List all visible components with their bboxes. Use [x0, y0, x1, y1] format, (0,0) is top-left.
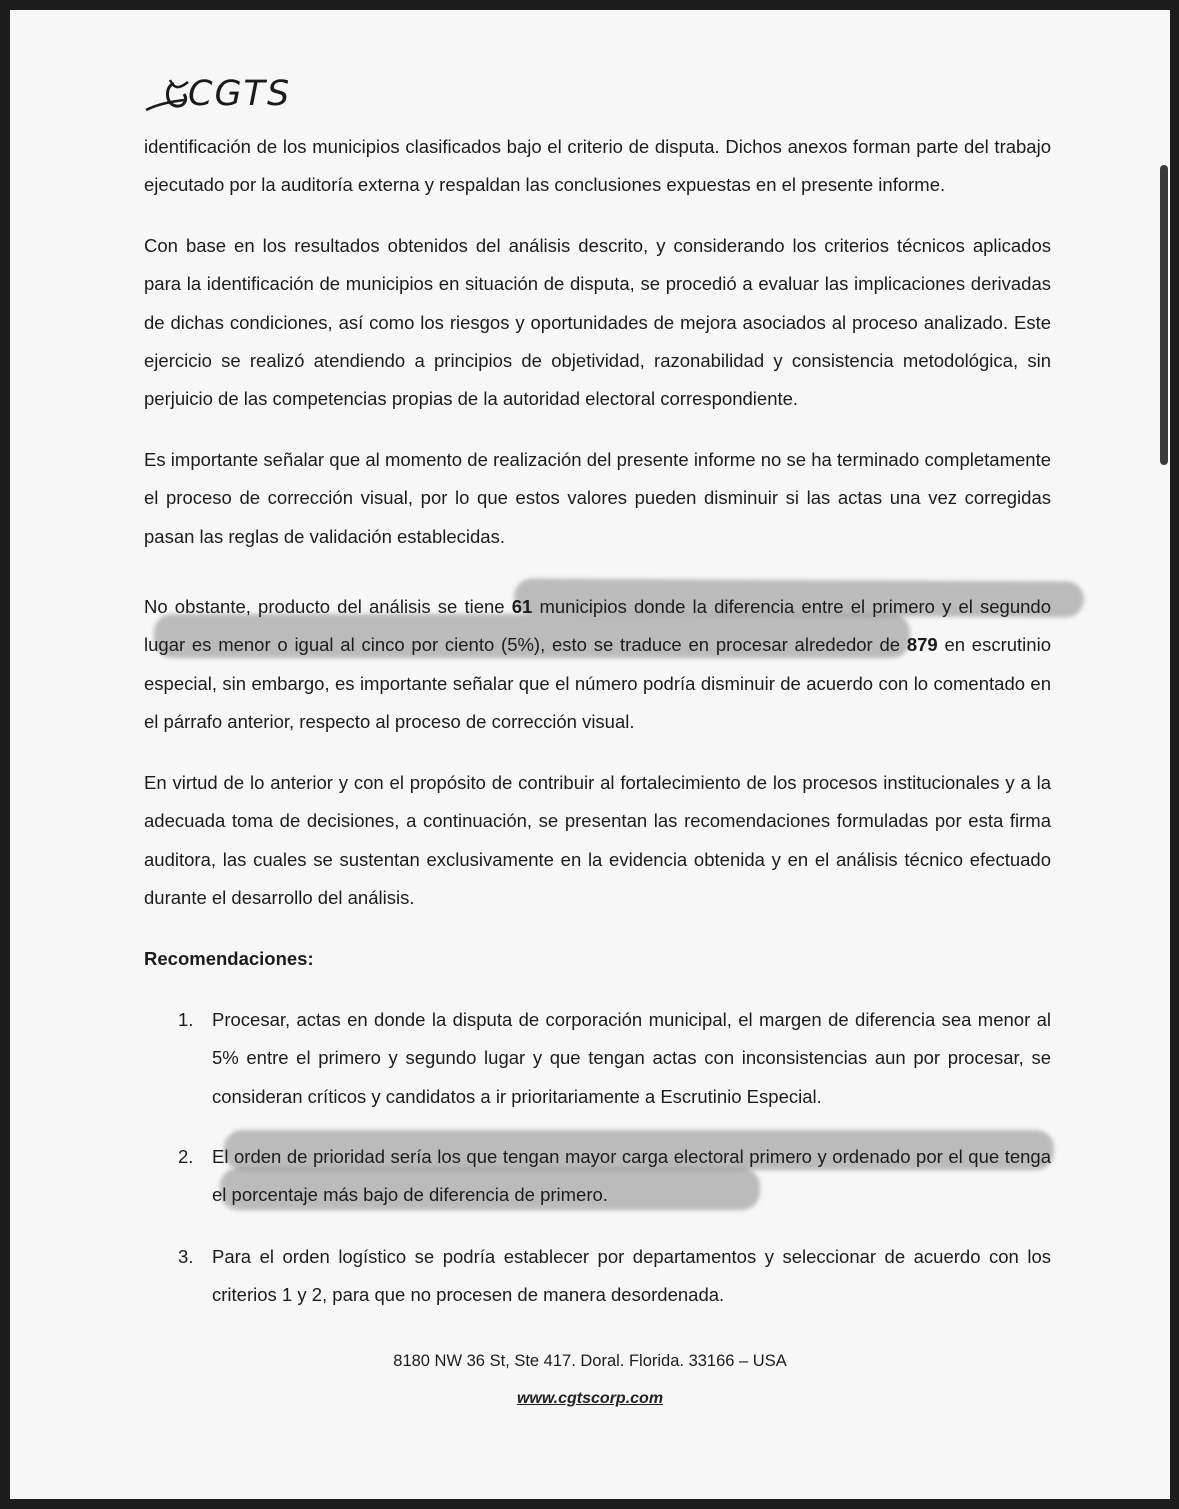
paragraph-purpose: En virtud de lo anterior y con el propósito de contribuir al fortalecimiento de los procesos institucionales y a la adecuada toma de decisiones, a continuación, se presentan las recomendaciones formuladas por esta firma auditora, las cuales se sustentan exclusivamente en la evidencia obtenida y en el análisis técnico efectuado durante el desarrollo del análisis. — [144, 772, 1051, 908]
acts-count: 879 — [906, 634, 938, 656]
recommendations-heading: Recomendaciones: — [144, 948, 314, 969]
paragraph-analysis-basis: Con base en los resultados obtenidos del análisis descrito, y considerando los criterios técnicos aplicados para la identificación de municipios en situación de disputa, se procedió a evaluar las implicaciones derivadas de dichas condiciones, así como los riesgos y oportunidades de mejora asociados al proceso analizado. Este ejercicio se realizó atendiendo a principios de objetividad, razonabilidad y consistencia metodológica, sin perjuicio de las competencias propias de la autoridad electoral correspondiente. — [144, 235, 1051, 410]
footer-website-link[interactable]: www.cgtscorp.com — [516, 1390, 664, 1407]
company-logo — [144, 70, 344, 122]
paragraph-annexes: identificación de los municipios clasificados bajo el criterio de disputa. Dichos anexos forman parte del trabajo ejecutado por la auditoría externa y respaldan las conclusiones expuestas en el presente informe. — [144, 136, 1051, 196]
footer-address: 8180 NW 36 St, Ste 417. Doral. Florida. 33166 – USA — [393, 1352, 787, 1370]
paragraph-visual-correction: Es importante señalar que al momento de realización del presente informe no se ha terminado completamente el proceso de corrección visual, por lo que estos valores pueden disminuir si las actas una vez corregidas pasan las reglas de validación establecidas. — [144, 449, 1051, 547]
document-page: CGTS identificación de los municipios clasificados bajo el criterio de disputa. Dichos anexos forman parte del trabajo ejecutado por la auditoría externa y respaldan las conclusiones expuestas en el presente informe. Con base en los resultados obtenidos del análisis descrito, y considerando los criterios técnicos aplicados para la identificación de municipios en situación de disputa, se procedió a evaluar las implicaciones derivadas de dichas condiciones, así como los riesgos y oportunidades de mejora asociados al proceso analizado. Este ejercicio se realizó atendiendo a principios de objetividad, razonabilidad y consistencia metodológica, sin perjuicio de las competencias propias de la autoridad electoral correspondiente. Es importante señalar que al momento de realización del presente informe no se ha terminado completamente el proceso de corrección visual, por lo que estos valores pueden disminuir si las actas una vez corregidas pasan las reglas de validación establecidas. No obstante, producto del análisis se tiene 61 municipios donde la diferencia entre el primero y el segundo lugar es menor o igual al cinco por ciento (5%), esto se traduce en procesar alrededor de 879 en escrutinio especial, sin embargo, es importante señalar que el número podría disminuir de acuerdo con lo comentado en el párrafo anterior, respecto al proceso de corrección visual. En virtud de lo anterior y con el propósito de contribuir al fortalecimiento de los procesos institucionales y a la adecuada toma de decisiones, a continuación, se presentan las recomendaciones formuladas por esta firma auditora, las cuales se sustentan exclusivamente en la evidencia obtenida y en el análisis técnico efectuado durante el desarrollo del análisis. Recomendaciones: 1. Procesar, actas en donde la disputa de corporación municipal, el margen de diferencia sea menor al 5% entre el primero y segundo lugar y que tengan actas con inconsistencias aun por procesar, se consideran críticos y candidatos a ir prioritariamente a Escrutinio Especial. 2. El orden de prioridad sería los que tengan mayor carga electoral primero y ordenado por el que tenga el porcentaje más bajo de diferencia de primero. 3. Para el orden logístico se podría establecer por departamentos y seleccionar de acuerdo con los criterios 1 y 2, para que no procesen de manera desordenada. 8180 NW 36 St, Ste 417. Doral. Florida. 33166 – USA www.cgtscorp.com — [10, 10, 1170, 1499]
paragraph-results: No obstante, producto del análisis se tiene 61 municipios donde la diferencia entre el primero y el segundo lugar es menor o igual al cinco por ciento (5%), esto se traduce en procesar alrededor de 879 en escrutinio especial, sin embargo, es importante señalar que el número podría disminuir de acuerdo con lo comentado en el párrafo anterior, respecto al proceso de corrección visual. — [144, 596, 1051, 732]
logo-text: CGTS — [188, 74, 292, 114]
scrollbar-thumb[interactable] — [1160, 165, 1168, 465]
municipality-count: 61 — [511, 596, 533, 617]
